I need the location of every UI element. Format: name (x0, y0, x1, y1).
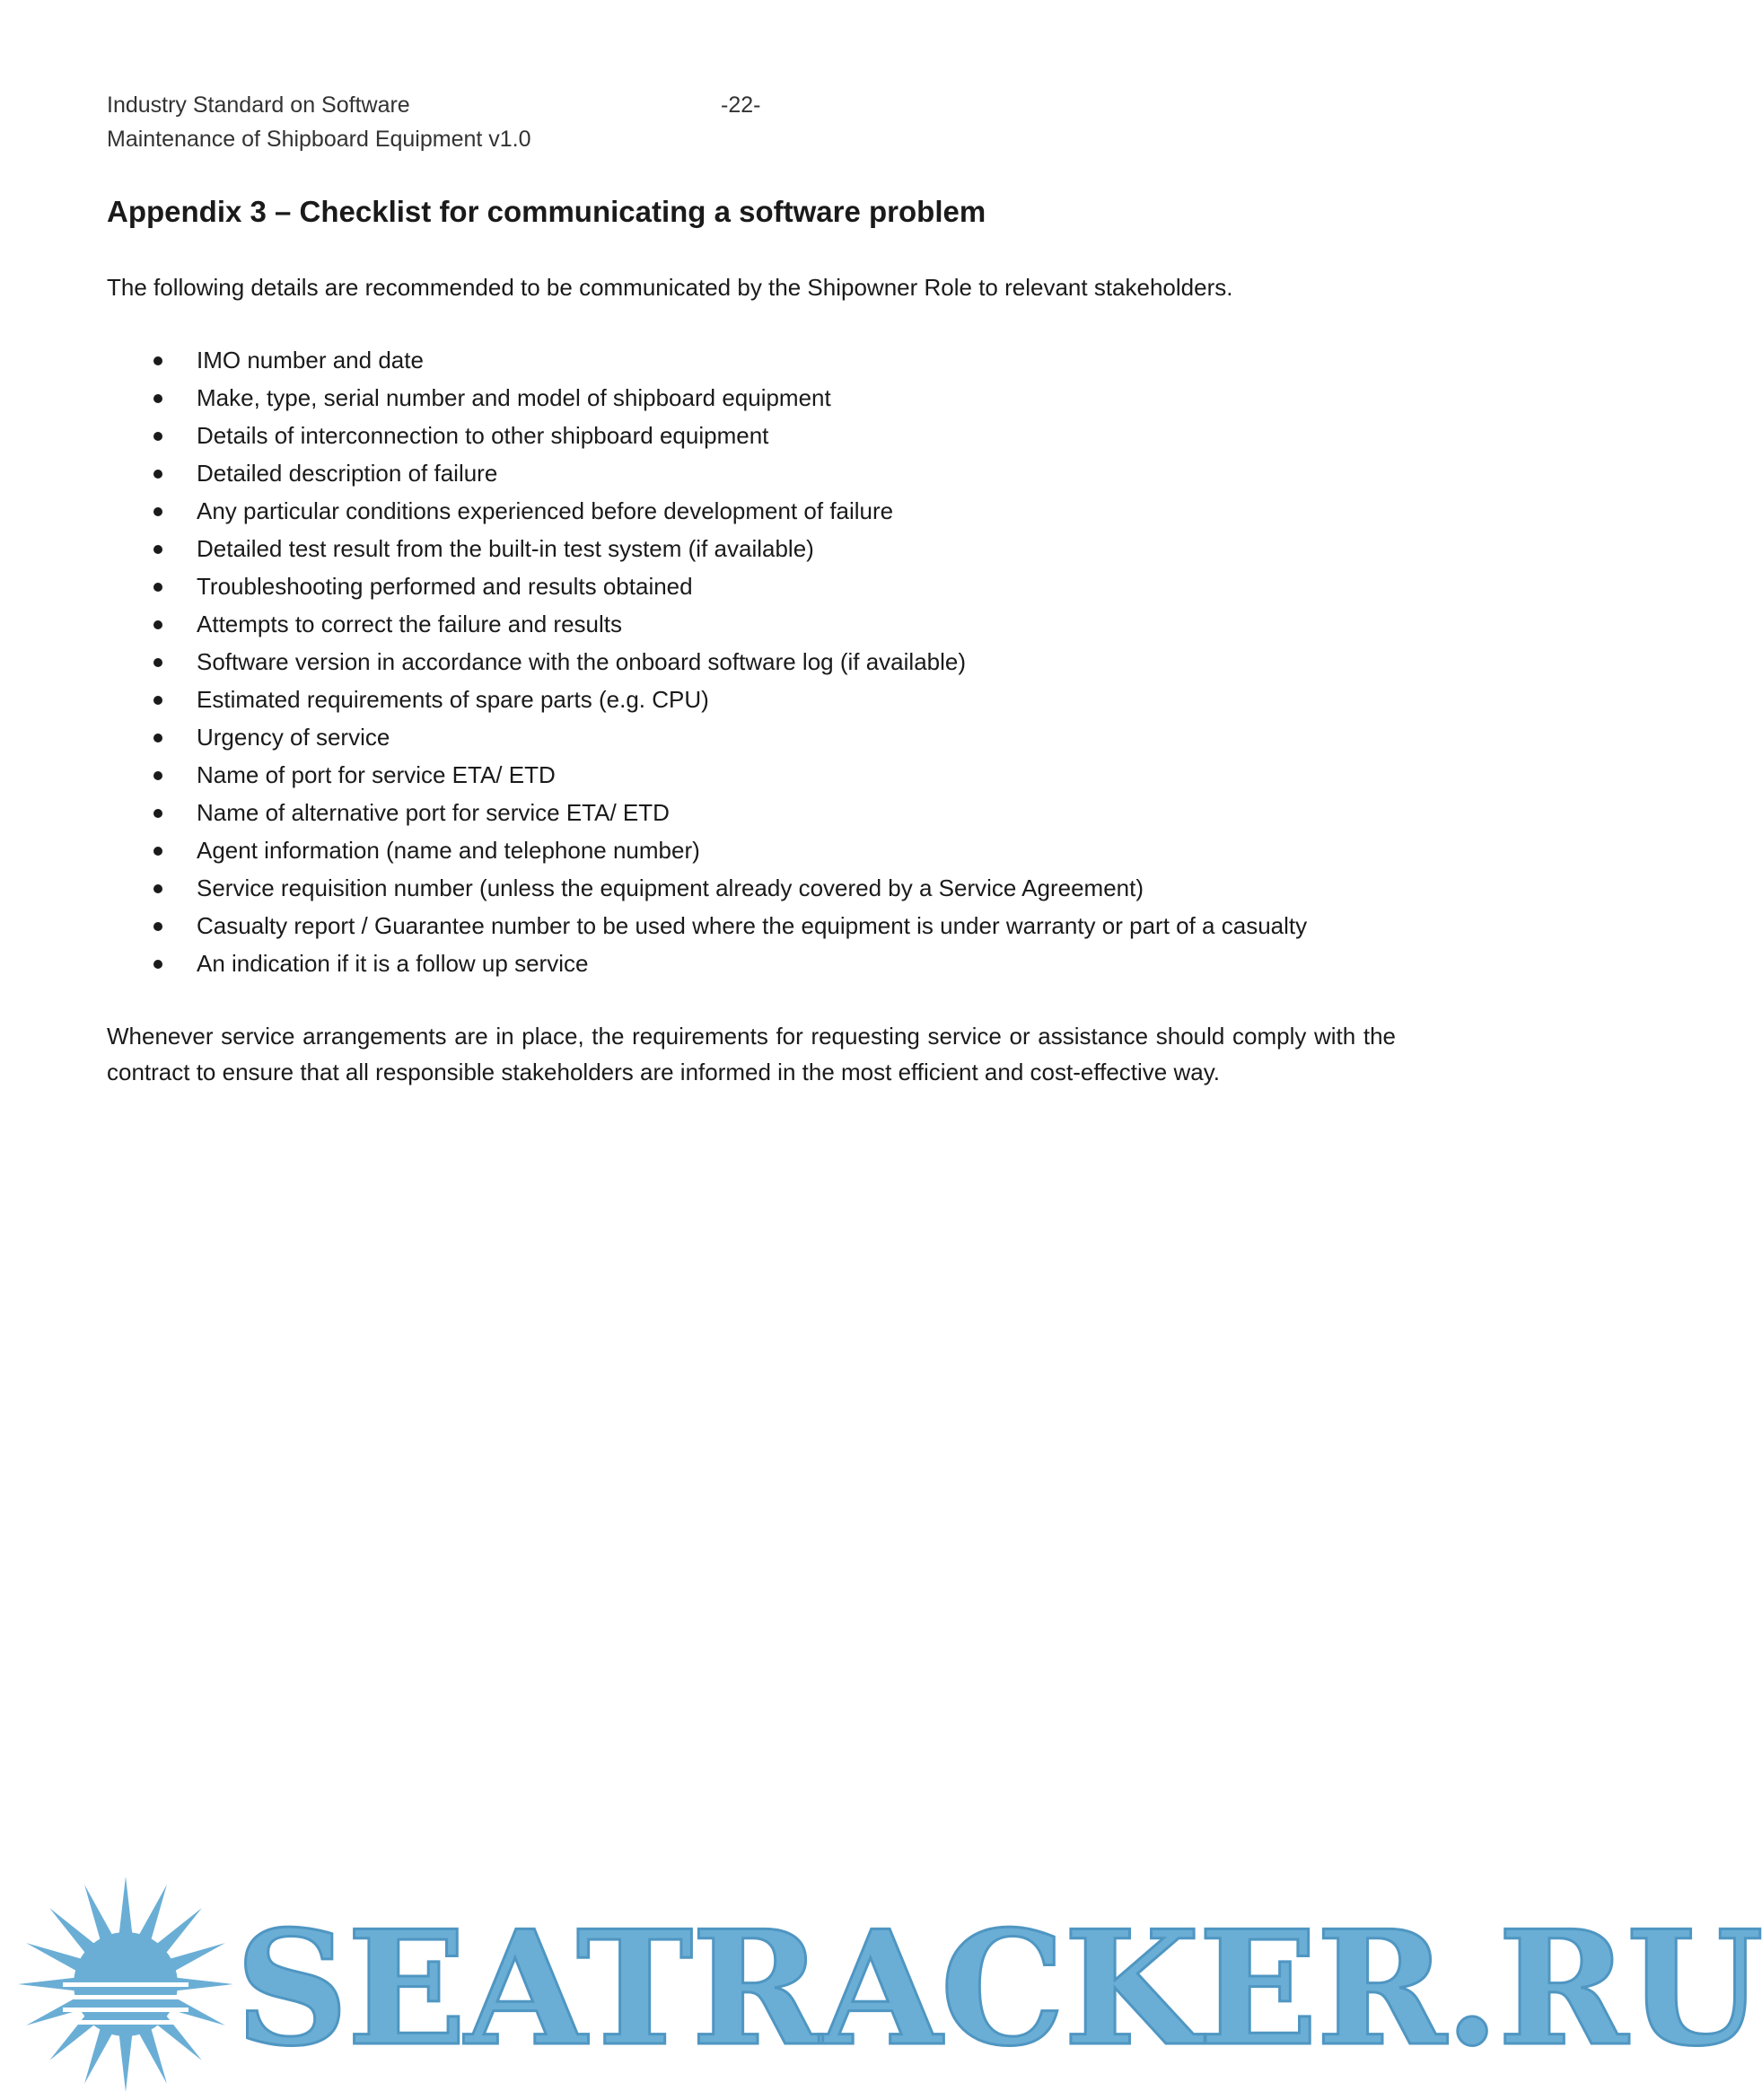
list-item-text: Casualty report / Guarantee number to be used where the equipment is under warranty or part of a casualty (197, 912, 1308, 939)
list-item (107, 417, 1307, 454)
sun-icon (18, 1876, 233, 2092)
list-item-text: Make, type, serial number and model of shipboard equipment (197, 384, 831, 411)
list-item-text: Service requisition number (unless the equipment already covered by a Service Agreement) (197, 874, 1144, 901)
list-item-text: Detailed description of failure (197, 460, 498, 487)
list-item-text: Agent information (name and telephone number) (197, 837, 700, 864)
bullet-icon (153, 696, 162, 705)
list-item-text: Attempts to correct the failure and results (197, 611, 622, 637)
list-item (107, 831, 1307, 869)
list-item (107, 454, 1307, 492)
list-item (107, 379, 1307, 417)
list-item (107, 794, 1307, 831)
list-item-text: Detailed test result from the built-in test system (if available) (197, 535, 814, 562)
list-item (107, 756, 1307, 794)
list-item (107, 643, 1307, 681)
list-item (107, 718, 1307, 756)
bullet-icon (153, 432, 162, 441)
bullet-icon (153, 771, 162, 780)
bullet-icon (153, 470, 162, 479)
bullet-icon (153, 620, 162, 629)
bullet-icon (153, 583, 162, 592)
bullet-icon (153, 356, 162, 365)
watermark-text: SEATRACKER.RU (235, 1897, 1762, 2081)
list-item-text: Name of port for service ETA/ ETD (197, 761, 556, 788)
appendix-title: Appendix 3 – Checklist for communicating a software problem (107, 195, 986, 228)
list-item (107, 530, 1307, 567)
list-item (107, 945, 1307, 982)
page-header (107, 88, 915, 156)
closing-paragraph: Whenever service arrangements are in place, the requirements for requesting service or assistance should comply with the contract to ensure that all responsible stakeholders are informed in the most efficient and cost-effective way. (107, 1023, 1396, 1085)
bullet-icon (153, 809, 162, 818)
list-item-text: Troubleshooting performed and results obtained (197, 573, 693, 600)
list-item (107, 567, 1307, 605)
list-item (107, 869, 1307, 907)
list-item (107, 907, 1307, 945)
bullet-icon (153, 884, 162, 893)
list-item (107, 605, 1307, 643)
intro-paragraph: The following details are recommended to be communicated by the Shipowner Role to relevant stakeholders. (107, 274, 1233, 301)
list-item-text: Any particular conditions experienced before development of failure (197, 497, 894, 524)
bullet-icon (153, 847, 162, 856)
list-item (107, 681, 1307, 718)
checklist (107, 341, 1307, 982)
bullet-icon (153, 545, 162, 554)
page-number: -22- (721, 92, 761, 118)
list-item-text: Software version in accordance with the onboard software log (if available) (197, 648, 967, 675)
list-item-text: Name of alternative port for service ETA/ ETD (197, 799, 670, 826)
list-item-text: An indication if it is a follow up service (197, 950, 589, 977)
header-document-subtitle: Maintenance of Shipboard Equipment v1.0 (107, 127, 531, 152)
bullet-icon (153, 960, 162, 969)
list-item (107, 492, 1307, 530)
list-item-text: Urgency of service (197, 724, 390, 751)
list-item-text: Details of interconnection to other shipboard equipment (197, 422, 769, 449)
bullet-icon (153, 394, 162, 403)
watermark (0, 1867, 1762, 2100)
header-document-title: Industry Standard on Software (107, 92, 410, 118)
list-item-text: Estimated requirements of spare parts (e.g. CPU) (197, 686, 709, 713)
bullet-icon (153, 507, 162, 516)
list-item-text: IMO number and date (197, 347, 424, 373)
bullet-icon (153, 658, 162, 667)
list-item (107, 341, 1307, 379)
bullet-icon (153, 734, 162, 742)
bullet-icon (153, 922, 162, 931)
